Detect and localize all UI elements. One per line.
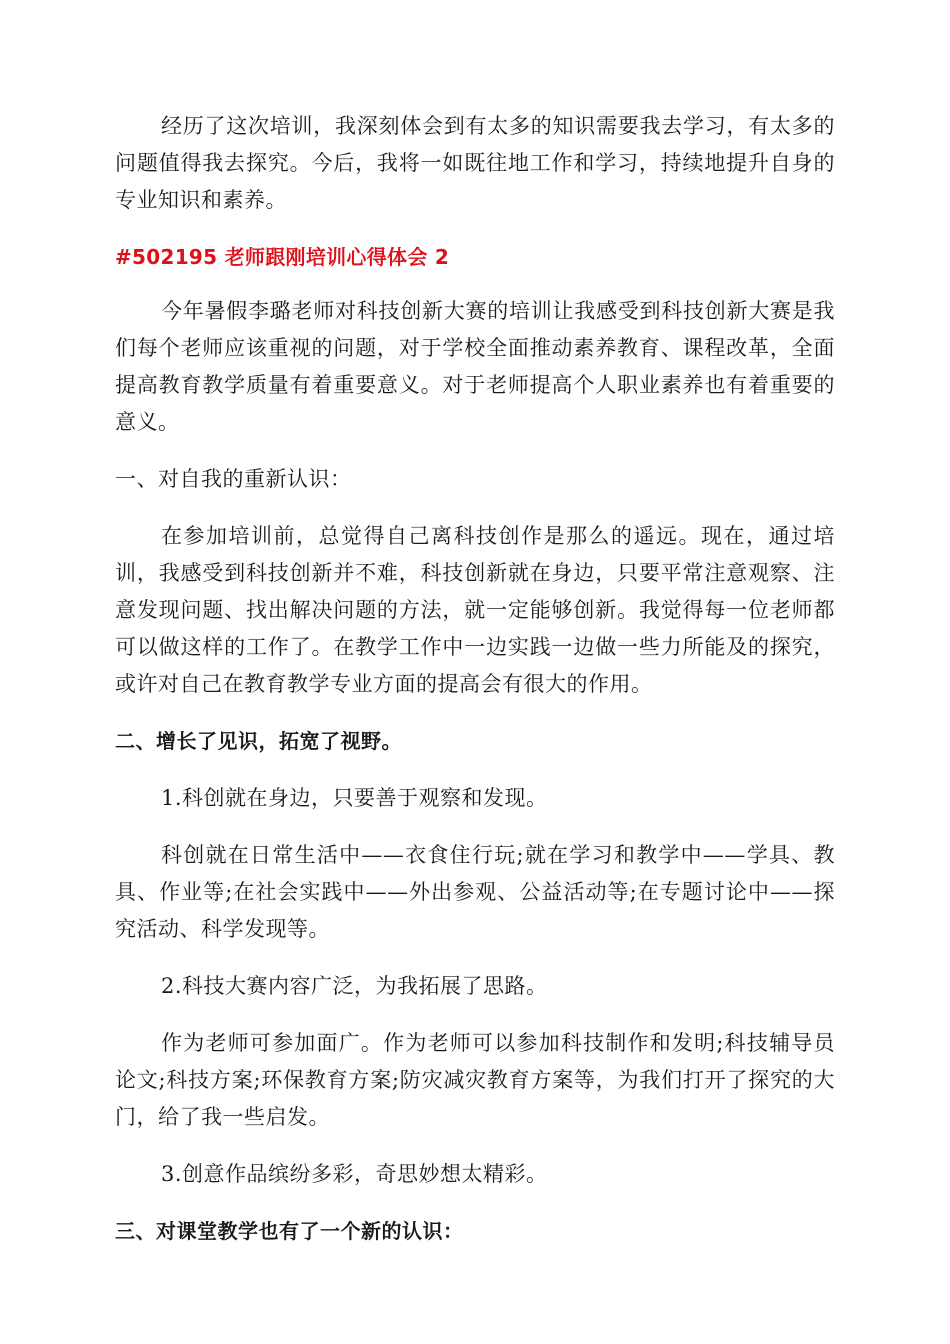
list-item-1: 1.科创就在身边，只要善于观察和发现。 bbox=[161, 786, 548, 810]
document-page bbox=[115, 108, 835, 1250]
paragraph-reflection: 经历了这次培训，我深刻体会到有太多的知识需要我去学习，有太多的问题值得我去探究。今后，我将一如既往地工作和学习，持续地提升自身的专业知识和素养。 bbox=[115, 114, 835, 212]
list-item-2: 2.科技大赛内容广泛，为我拓展了思路。 bbox=[161, 974, 548, 998]
section-heading-2: 二、增长了见识，拓宽了视野。 bbox=[115, 729, 402, 753]
paragraph-teacher-participation: 作为老师可参加面广。作为老师可以参加科技制作和发明;科技辅导员论文;科技方案;环保教育方案;防灾减灾教育方案等，为我们打开了探究的大门，给了我一些启发。 bbox=[115, 1031, 835, 1129]
section-heading-1: 一、对自我的重新认识： bbox=[115, 467, 352, 491]
paragraph-intro: 今年暑假李璐老师对科技创新大赛的培训让我感受到科技创新大赛是我们每个老师应该重视的问题，对于学校全面推动素养教育、课程改革，全面提高教育教学质量有着重要意义。对于老师提高个人职业素养也有着重要的意义。 bbox=[115, 299, 835, 434]
section-heading-3: 三、对课堂教学也有了一个新的认识： bbox=[115, 1219, 464, 1243]
article-title: #502195 老师跟刚培训心得体会 2 bbox=[115, 245, 450, 269]
list-item-3: 3.创意作品缤纷多彩，奇思妙想太精彩。 bbox=[161, 1162, 548, 1186]
paragraph-innovation-examples: 科创就在日常生活中——衣食住行玩;就在学习和教学中——学具、教具、作业等;在社会实践中——外出参观、公益活动等;在专题讨论中——探究活动、科学发现等。 bbox=[115, 843, 835, 941]
paragraph-self-recognition: 在参加培训前，总觉得自己离科技创作是那么的遥远。现在，通过培训，我感受到科技创新并不难，科技创新就在身边，只要平常注意观察、注意发现问题、找出解决问题的方法，就一定能够创新。我觉得每一位老师都可以做这样的工作了。在教学工作中一边实践一边做一些力所能及的探究，或许对自己在教育教学专业方面的提高会有很大的作用。 bbox=[115, 524, 835, 696]
